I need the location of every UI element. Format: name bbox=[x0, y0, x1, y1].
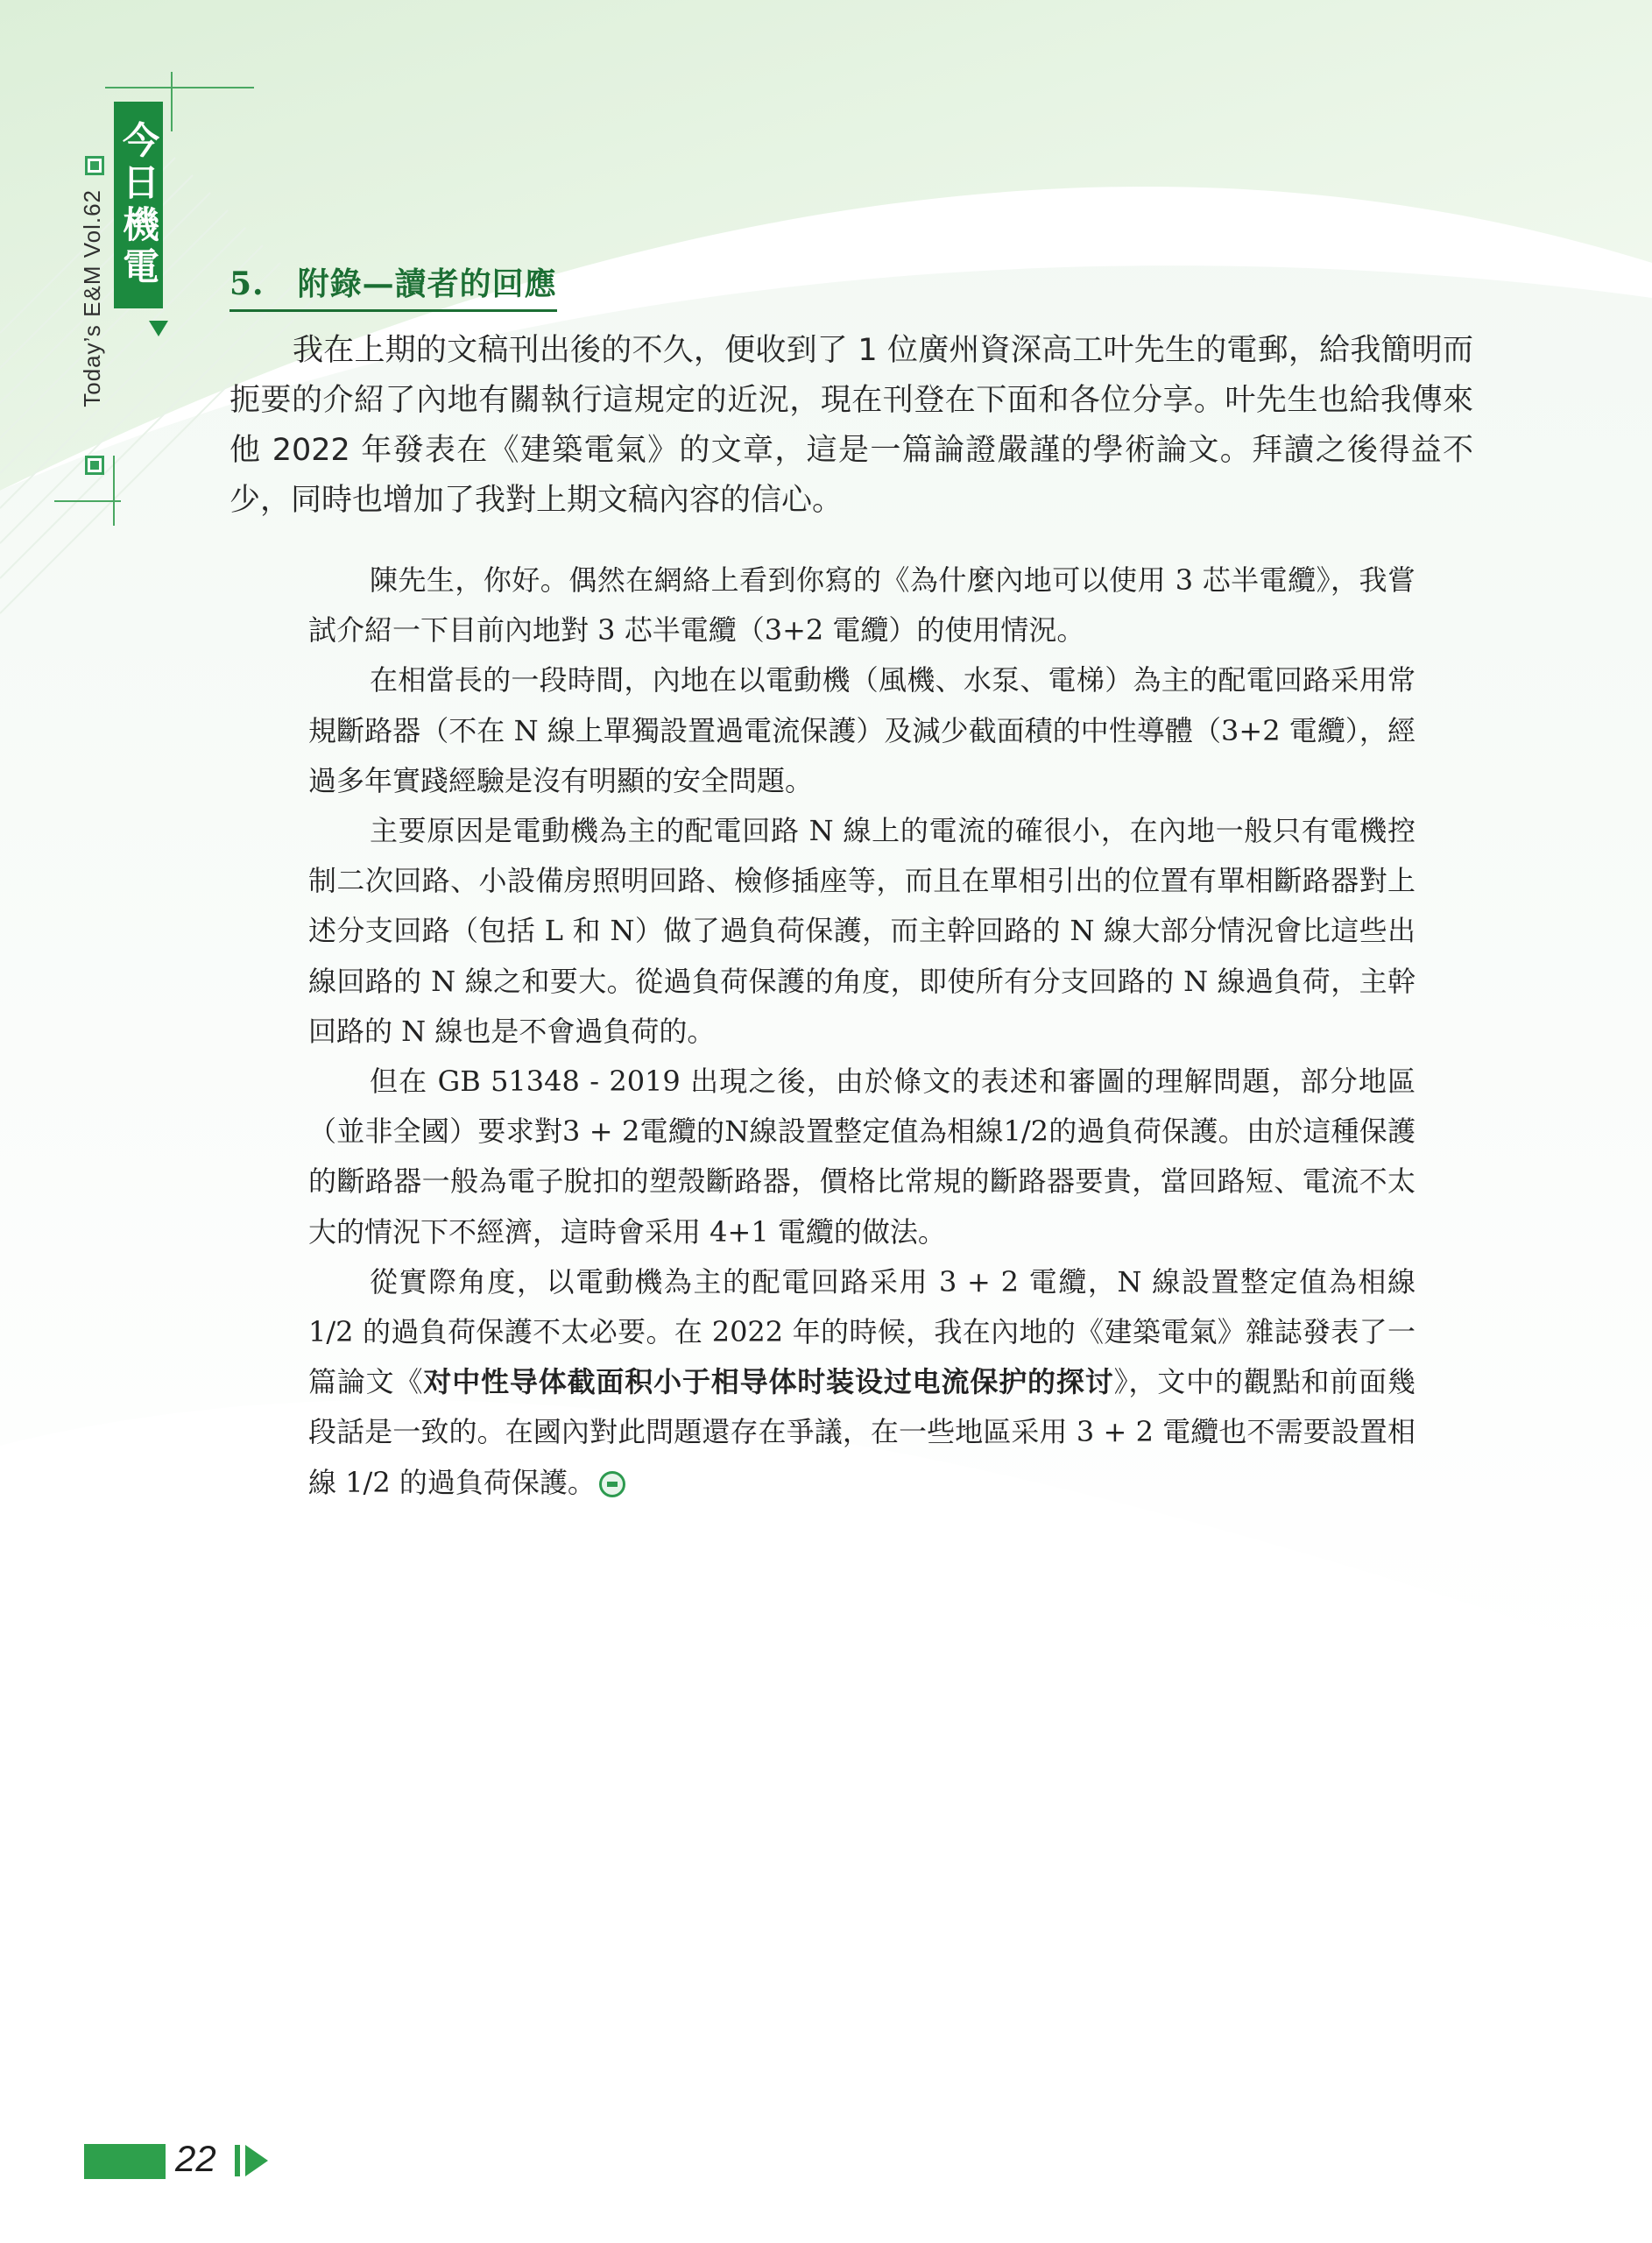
section-title: 附錄—讀者的回應 bbox=[297, 265, 557, 302]
reader-letter bbox=[308, 555, 1415, 1508]
letter-paragraph bbox=[308, 1257, 1415, 1508]
masthead-tab-label: 今日機電 bbox=[117, 121, 160, 289]
tab-arrow-icon bbox=[149, 321, 168, 336]
square-bullet-icon bbox=[85, 456, 104, 475]
section-number: 5. bbox=[229, 265, 265, 302]
letter-text: 從實際角度，以電動機為主的配電回路采用 3 + 2 電纜，N 線設置整定值為相線 1/2 的過負荷保護不太必要。在 2022 年的時候，我在內地的《建築電氣》雜誌發表了一篇論文《 bbox=[308, 1264, 1415, 1399]
page-number: 22 bbox=[175, 2138, 216, 2179]
next-page-arrow-icon bbox=[233, 2141, 272, 2180]
letter-paragraph: 陳先生，你好。偶然在網絡上看到你寫的《為什麼內地可以使用 3 芯半電纜》，我嘗試介紹一下目前內地對 3 芯半電纜（3+2 電纜）的使用情況。 bbox=[308, 563, 1415, 647]
end-mark-icon bbox=[599, 1471, 625, 1497]
section-heading bbox=[229, 259, 557, 312]
letter-paragraph: 在相當長的一段時間，內地在以電動機（風機、水泵、電梯）為主的配電回路采用常規斷路器（不在 N 線上單獨設置過電流保護）及減少截面積的中性導體（3+2 電纜），經過多年實踐經驗是沒有明顯的安全問題。 bbox=[308, 663, 1415, 797]
square-bullet-icon bbox=[85, 156, 104, 175]
letter-paragraph: 但在 GB 51348 - 2019 出現之後，由於條文的表述和審圖的理解問題，部分地區（並非全國）要求對3 + 2電纜的N線設置整定值為相線1/2的過負荷保護。由於這種保護的斷路器一般為電子脫扣的塑殼斷路器，價格比常規的斷路器要貴，當回路短、電流不太大的情況下不經濟，這時會采用 4+1 電纜的做法。 bbox=[308, 1065, 1415, 1249]
letter-paragraph: 主要原因是電動機為主的配電回路 N 線上的電流的確很小，在內地一般只有電機控制二次回路、小設備房照明回路、檢修插座等，而且在單相引出的位置有單相斷路器對上述分支回路（包括 L 和 N）做了過負荷保護，而主幹回路的 N 線大部分情況會比這些出線回路的 N 線之和要大。從過負荷保護的角度，即使所有分支回路的 N 線過負荷，主幹回路的 N 線也是不會過負荷的。 bbox=[308, 814, 1415, 1048]
masthead-vertical-tab bbox=[114, 102, 163, 308]
magazine-issue-label: Today’s E&M Vol.62 bbox=[79, 189, 105, 407]
paper-title: 对中性导体截面积小于相导体时装设过电流保护的探讨 bbox=[423, 1365, 1114, 1399]
intro-paragraph: 我在上期的文稿刊出後的不久，便收到了 1 位廣州資深高工叶先生的電郵，給我簡明而扼要的介紹了內地有關執行這規定的近況，現在刊登在下面和各位分享。叶先生也給我傳來他 2022 年發表在《建築電氣》的文章，這是一篇論證嚴謹的學術論文。拜讀之後得益不少，同時也增加了我對上期文稿內容的信心。 bbox=[229, 333, 1473, 518]
footer-bar bbox=[84, 2144, 166, 2179]
letter-text: 》，文中的觀點和前面幾段話是一致的。在國內對此問題還存在爭議，在一些地區采用 3 + 2 電纜也不需要設置相線 1/2 的過負荷保護。 bbox=[308, 1365, 1415, 1499]
